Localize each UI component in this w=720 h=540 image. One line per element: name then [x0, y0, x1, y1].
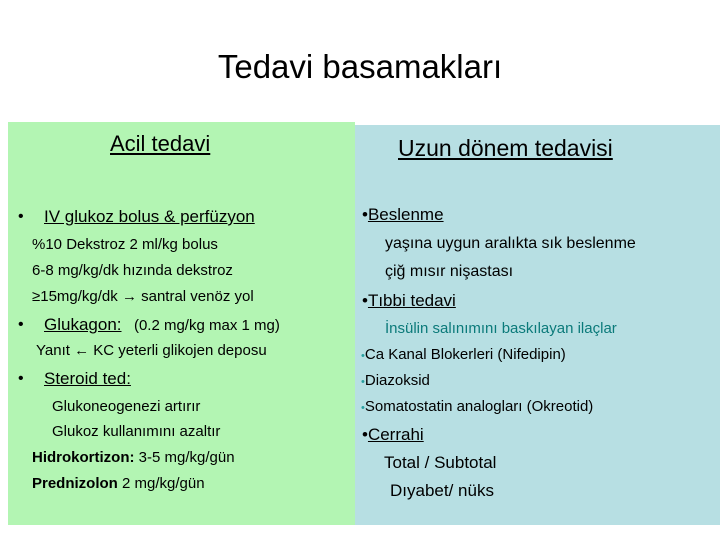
iv-glucose-bullet: IV glukoz bolus & perfüzyon	[44, 207, 255, 226]
gluconeogenesis-line: Glukoneogenezi artırır	[52, 398, 201, 415]
bullet-dot: •	[361, 402, 365, 414]
beslenme-label: Beslenme	[367, 205, 444, 224]
glycogen-store-line: Yanıt ← KC yeterli glikojen deposu	[36, 342, 267, 359]
medical-treatment-bullet	[362, 291, 456, 311]
glucagon-bullet	[44, 315, 280, 335]
glucagon-label: Glukagon:	[44, 315, 122, 334]
prednisolone-label: Prednizolon	[32, 475, 118, 492]
steroid-bullet: Steroid ted:	[44, 369, 131, 388]
ca-blocker-line	[361, 346, 566, 363]
acute-treatment-heading: Acil tedavi	[110, 131, 211, 156]
bullet-dot: •	[18, 316, 24, 333]
cornstarch-line: çiğ mısır nişastası	[385, 263, 514, 280]
diazoxide-text: Diazoksid	[364, 372, 430, 389]
dextrose-bolus-line: %10 Dekstroz 2 ml/kg bolus	[32, 236, 218, 253]
central-venous-line: ≥15mg/kg/dk → santral venöz yol	[32, 288, 254, 305]
ca-blocker-text: Ca Kanal Blokerleri (Nifedipin)	[364, 346, 566, 363]
surgery-bullet	[362, 425, 424, 445]
hydrocortisone-line	[32, 449, 235, 466]
insulin-suppression-line: İnsülin salınımını baskılayan ilaçlar	[385, 320, 617, 337]
diabetes-relapse-line: Dıyabet/ nüks	[390, 481, 494, 500]
bullet-dot: •	[362, 205, 368, 224]
beslenme-bullet	[362, 205, 444, 225]
hydrocortisone-label: Hidrokortizon:	[32, 449, 135, 466]
glucagon-dose: (0.2 mg/kg max 1 mg)	[133, 317, 280, 334]
diazoxide-line	[361, 372, 430, 389]
slide-title: Tedavi basamakları	[217, 48, 503, 85]
bullet-dot: •	[362, 425, 368, 444]
surgery-label: Cerrahi	[367, 425, 424, 444]
bullet-dot: •	[362, 291, 368, 310]
bullet-dot: •	[18, 370, 24, 387]
somatostatin-text: Somatostatin analogları (Okreotid)	[364, 398, 594, 415]
hydrocortisone-dose: 3-5 mg/kg/gün	[138, 449, 235, 466]
bullet-dot: •	[361, 350, 365, 362]
feeding-frequency-line: yaşına uygun aralıkta sık beslenme	[385, 235, 636, 252]
bullet-dot: •	[18, 208, 24, 225]
somatostatin-line	[361, 398, 593, 415]
prednisolone-dose: 2 mg/kg/gün	[122, 475, 205, 492]
long-term-heading: Uzun dönem tedavisi	[398, 135, 613, 161]
glucose-use-line: Glukoz kullanımını azaltır	[52, 423, 221, 440]
dextrose-rate-line: 6-8 mg/kg/dk hızında dekstroz	[32, 262, 233, 279]
medical-treatment-label: Tıbbi tedavi	[367, 291, 456, 310]
bullet-dot: •	[361, 376, 365, 388]
total-subtotal-line: Total / Subtotal	[384, 453, 497, 472]
prednisolone-line	[32, 475, 205, 492]
